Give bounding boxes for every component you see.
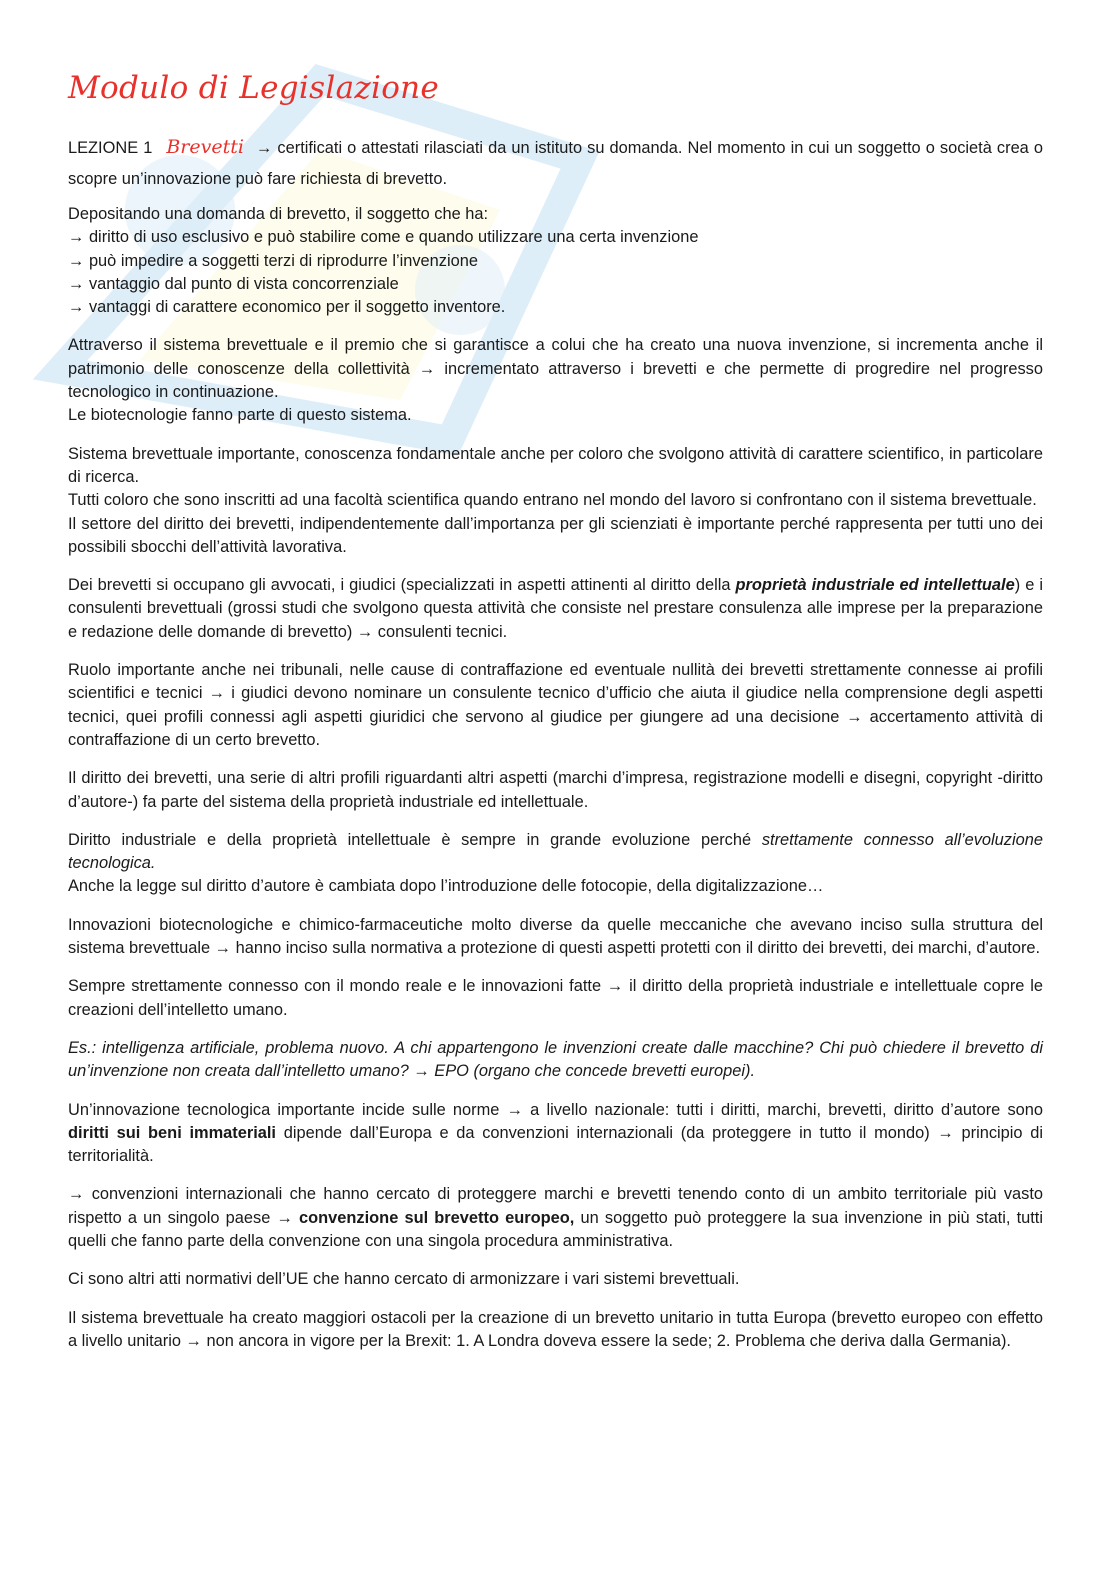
p5-emphasis: proprietà industriale ed intellettuale (735, 576, 1015, 595)
document-page (68, 68, 1043, 1368)
paragraph-2 (68, 203, 1043, 319)
list-item: → vantaggi di carattere economico per il soggetto inventore. (68, 298, 506, 317)
paragraph-6: Ruolo importante anche nei tribunali, nelle cause di contraffazione ed eventuale nullità dei brevetti strettamente connesse ai profili scientifici e tecnici → i giudici devono nominare un consulente tecnico d’ufficio che aiuta il giudice nella comprensione degli aspetti tecnici, quei profili connessi agli aspetti giuridici che servono al giudice per giungere ad una decisione → accertamento attività di contraffazione di un certo brevetto. (68, 661, 1043, 749)
paragraph-10: Sempre strettamente connesso con il mondo reale e le innovazioni fatte → il diritto della proprietà industriale e intellettuale copre le creazioni dell’intelletto umano. (68, 977, 1043, 1019)
paragraph-7: Il diritto dei brevetti, una serie di altri profili riguardanti altri aspetti (marchi d’impresa, registrazione modelli e disegni, copyright -diritto d’autore-) fa parte del sistema della proprietà industriale ed intellettuale. (68, 769, 1043, 811)
p3-text: Attraverso il sistema brevettuale e il premio che si garantisce a colui che ha creato una nuova invenzione, si incrementa anche il patrimonio delle conoscenze della collettività → incrementato attraverso i brevetti e che permette di progredire nel progresso tecnologico in continuazione. (68, 336, 1043, 402)
p1-text: → certificati o attestati rilasciati da un istituto su domanda. Nel momento in cui un soggetto o società crea o scopre un’innovazione può fare richiesta di brevetto. (68, 139, 1043, 188)
p3-line2: Le biotecnologie fanno parte di questo sistema. (68, 406, 412, 425)
paragraph-4 (68, 443, 1043, 559)
p13-bold: convenzione sul brevetto europeo, (299, 1208, 575, 1227)
p2-intro: Depositando una domanda di brevetto, il soggetto che ha: (68, 205, 489, 223)
p12-bold: diritti sui beni immateriali (68, 1123, 276, 1142)
paragraph-11-example: Es.: intelligenza artificiale, problema nuovo. A chi appartengono le invenzioni create dalle macchine? Chi può chiedere il brevetto di un’invenzione non creata dall’intelletto umano? → EPO (organo che concede brevetti europei). (68, 1038, 1043, 1081)
paragraph-12 (68, 1099, 1043, 1169)
p12-text-a: Un’innovazione tecnologica importante incide sulle norme → a livello nazionale: tutti i diritti, marchi, brevetti, diritto d’autore sono (68, 1100, 1043, 1119)
document-title: Modulo di Legislazione (68, 70, 440, 106)
list-item: → può impedire a soggetti terzi di riprodurre l’invenzione (68, 251, 478, 270)
paragraph-13 (68, 1183, 1043, 1253)
p13-text-a: → convenzioni internazionali che hanno cercato di proteggere marchi e brevetti tenendo conto di un ambito territoriale più vasto rispetto a un singolo paese → (68, 1185, 1043, 1227)
paragraph-1 (68, 132, 1043, 195)
p4-s2: Tutti coloro che sono inscritti ad una facoltà scientifica quando entrano nel mondo del lavoro si confrontano con il sistema brevettuale. (68, 491, 1037, 510)
paragraph-8 (68, 829, 1043, 899)
paragraph-15: Il sistema brevettuale ha creato maggiori ostacoli per la creazione di un brevetto unitario in tutta Europa (brevetto europeo con effetto a livello unitario → non ancora in vigore per la Brexit: 1. A Londra doveva essere la sede; 2. Problema che deriva dalla Germania). (68, 1308, 1043, 1350)
list-item: → vantaggio dal punto di vista concorrenziale (68, 274, 399, 293)
p4-s3: Il settore del diritto dei brevetti, indipendentemente dall’importanza per gli scienziati è importante perché rappresenta per tutti uno dei possibili sbocchi dell’attività lavorativa. (68, 514, 1043, 556)
p5-text-a: Dei brevetti si occupano gli avvocati, i giudici (specializzati in aspetti attinenti al diritto della (68, 576, 736, 595)
paragraph-14: Ci sono altri atti normativi dell’UE che hanno cercato di armonizzare i vari sistemi brevettuali. (68, 1270, 740, 1289)
paragraph-5 (68, 574, 1043, 644)
p8-line2: Anche la legge sul diritto d’autore è cambiata dopo l’introduzione delle fotocopie, della digitalizzazione… (68, 877, 824, 896)
paragraph-3 (68, 334, 1043, 427)
lesson-label: LEZIONE 1 (68, 139, 153, 157)
p4-s1: Sistema brevettuale importante, conoscenza fondamentale anche per coloro che svolgono attività di carattere scientifico, in particolare di ricerca. (68, 444, 1043, 486)
p8-text-a: Diritto industriale e della proprietà intellettuale è sempre in grande evoluzione perché (68, 830, 762, 849)
p5-text-b: ) e i consulenti brevettuali (grossi studi che svolgono questa attività che consiste nel prestare consulenza alle imprese per la preparazione e redazione delle domande di brevetto) → consulenti tecnici. (68, 576, 1043, 641)
p13-text-b: un soggetto può proteggere la sua invenzione in più stati, tutti quelli che fanno parte della convenzione con una singola procedura amministrativa. (68, 1208, 1044, 1250)
list-item: → diritto di uso esclusivo e può stabilire come e quando utilizzare una certa invenzione (68, 228, 699, 247)
topic-heading: Brevetti (166, 136, 244, 158)
p12-text-b: dipende dall’Europa e da convenzioni internazionali (da proteggere in tutto il mondo) → principio di territorialità. (68, 1123, 1043, 1166)
p8-italic: strettamente connesso all’evoluzione tecnologica. (68, 830, 1043, 873)
paragraph-9: Innovazioni biotecnologiche e chimico-farmaceutiche molto diverse da quelle meccaniche che avevano inciso sulla struttura del sistema brevettuale → hanno inciso sulla normativa a protezione di questi aspetti protetti con il diritto dei brevetti, dei marchi, d’autore. (68, 915, 1043, 958)
